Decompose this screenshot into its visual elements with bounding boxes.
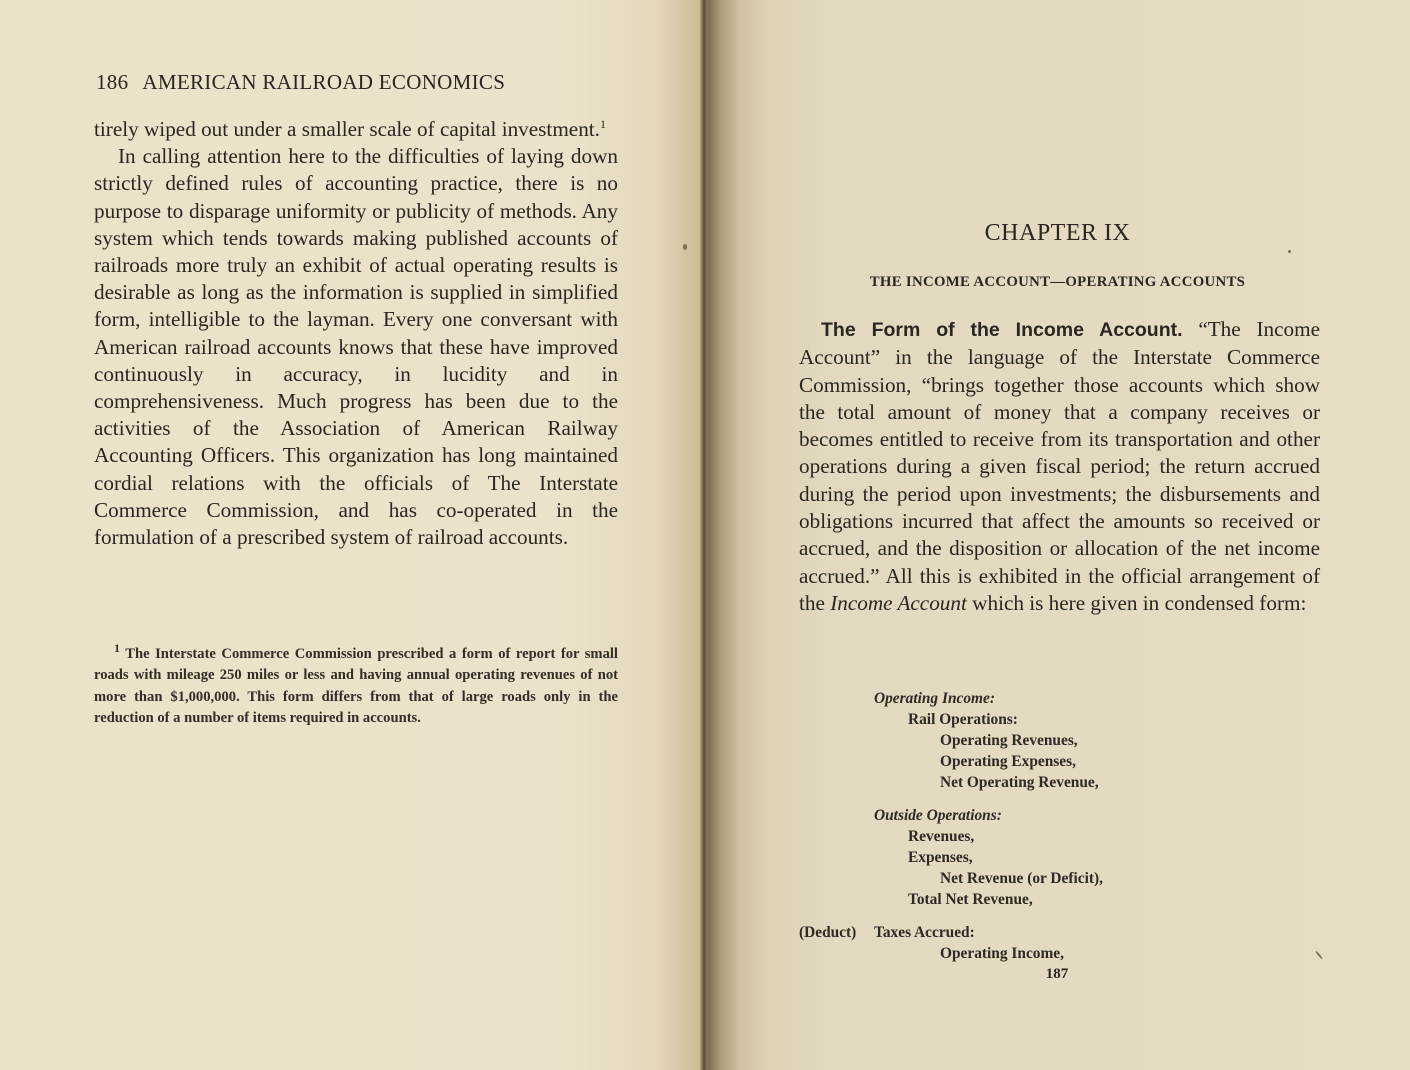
- paragraph-continued-text: tirely wiped out under a smaller scale of capital investment.: [94, 117, 600, 141]
- outline-operating-expenses: Operating Expenses,: [940, 753, 1076, 770]
- outline-net-revenue: Net Revenue (or Deficit),: [940, 870, 1103, 887]
- outline-expenses: Expenses,: [908, 849, 973, 866]
- outline-deduct: (Deduct): [799, 924, 857, 941]
- footnote: [94, 641, 618, 730]
- book-gutter: [700, 0, 708, 1070]
- outline-operating-income-total: Operating Income,: [940, 945, 1064, 962]
- paragraph-accounting: In calling attention here to the difficulties of laying down strictly defined rules of accounting practice, there is no purpose to disparage uniformity or publicity of methods. Any system which tends towards making published accounts of railroads more truly an exhibit of actual operating results is desirable as long as the information is supplied in simplified form, intelligible to the layman. Every one conversant with American railroad accounts knows that these have improved continuously in accuracy, in lucidity and in comprehensiveness. Much progress has been due to the activities of the Association of American Railway Accounting Officers. This organization has long maintained cordial relations with the officials of The Interstate Commerce Commission, and has co-operated in the formulation of a prescribed system of railroad accounts.: [94, 144, 618, 550]
- outline-net-operating-revenue: Net Operating Revenue,: [940, 774, 1099, 791]
- chapter-title: CHAPTER IX: [984, 220, 1131, 246]
- outline-operating-revenues: Operating Revenues,: [940, 732, 1078, 749]
- paper-speck: [683, 244, 687, 250]
- paragraph-continued: [94, 116, 618, 143]
- footnote-text: The Interstate Commerce Commission prescribed a form of report for small roads with mileage 250 miles or less and having annual operating revenues of not more than $1,000,000. This form differs from that of large roads only in the reduction of a number of items required in accounts.: [94, 646, 618, 727]
- outline-taxes-row: [799, 922, 1219, 943]
- outline-total-net-revenue: Total Net Revenue,: [908, 891, 1033, 908]
- outline-outside-operations: Outside Operations:: [874, 807, 1002, 824]
- chapter-subtitle: THE INCOME ACCOUNT—OPERATING ACCOUNTS: [869, 274, 1246, 290]
- paper-speck: [1288, 250, 1291, 253]
- right-body-text: [799, 316, 1320, 617]
- outline-operating-income: Operating Income:: [874, 690, 995, 707]
- section-lead-in: The Form of the Income Account.: [821, 319, 1183, 341]
- book-title: AMERICAN RAILROAD ECONOMICS: [142, 70, 506, 94]
- body-text-part2: which is here given in condensed form:: [972, 590, 1307, 615]
- outline-rail-operations: Rail Operations:: [908, 711, 1018, 728]
- left-page-number: 186: [96, 70, 129, 94]
- income-account-outline: [799, 688, 1219, 964]
- body-emphasis: Income Account: [830, 590, 967, 615]
- body-text-part1: “The Income Account” in the language of the Interstate Commerce Commission, “brings together those accounts which show the total amount of money that a company receives or becomes entitled to receive from its transportation and other operations during a given fiscal period; the return accrued during the period upon investments; the disbursements and obligations incurred that affect the amounts so received or accrued, and the disposition or allocation of the net income accrued.” All this is exhibited in the official arrangement of the: [799, 317, 1320, 615]
- footnote-reference: 1: [599, 116, 606, 131]
- paragraph-income-account: [799, 316, 1320, 617]
- outline-taxes-accrued: Taxes Accrued:: [874, 924, 975, 941]
- left-body-text: [94, 116, 618, 551]
- running-head: [96, 70, 505, 95]
- footnote-marker: 1: [114, 641, 120, 656]
- right-page-number: 187: [1045, 966, 1069, 982]
- outline-revenues: Revenues,: [908, 828, 975, 845]
